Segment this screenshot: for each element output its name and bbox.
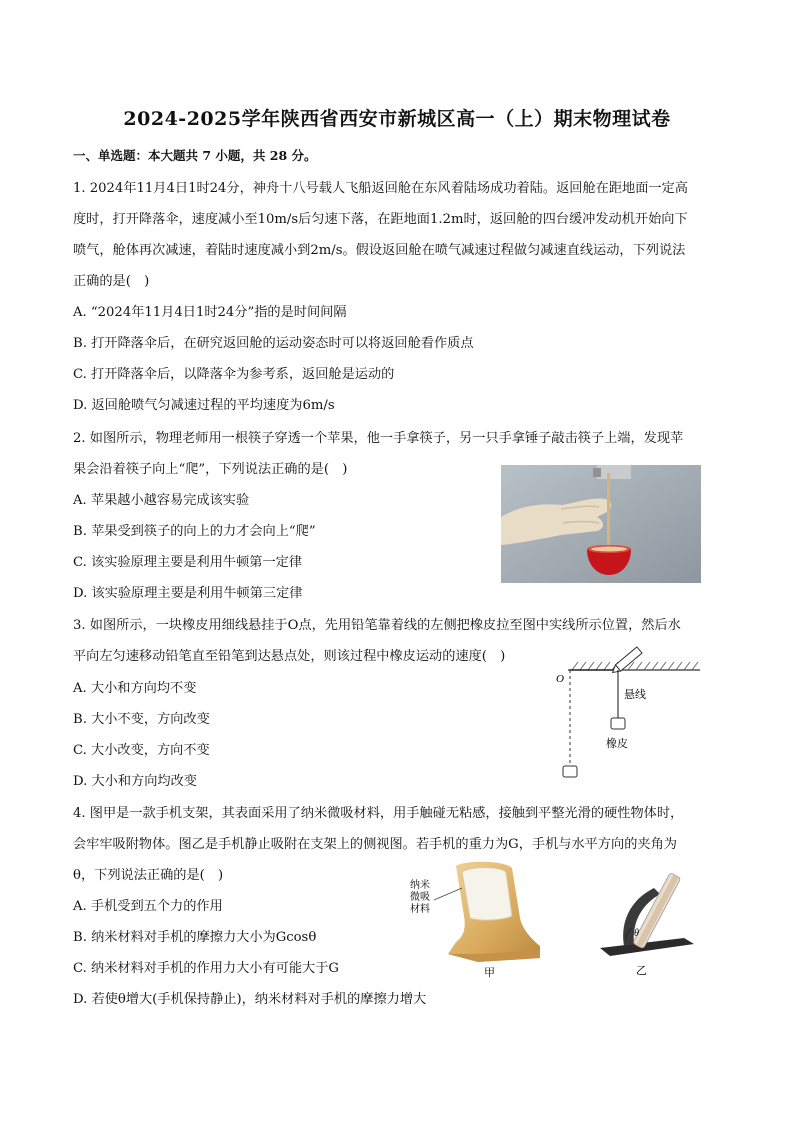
q1-line-3: 喷气，舱体再次减速，着陆时速度减小到2m/s。假设返回舱在喷气减速过程做匀减速直线运动，下列说法 [73, 243, 686, 258]
q2-option-b: B. 苹果受到筷子的向上的力才会向上“爬” [73, 524, 316, 539]
q2-option-c: C. 该实验原理主要是利用牛顿第一定律 [73, 555, 303, 570]
material-label-2: 微吸 [410, 892, 430, 903]
q4-option-a: A. 手机受到五个力的作用 [73, 899, 223, 914]
theta-label: θ [634, 928, 639, 939]
point-o-label: O [556, 673, 564, 685]
q3-option-c: C. 大小改变，方向不变 [73, 743, 210, 758]
q3-line-2: 平向左匀速移动铅笔直至铅笔到达悬点处，则该过程中橡皮运动的速度( ) [73, 649, 506, 664]
figure-jia-label: 甲 [484, 966, 495, 979]
eraser-label: 橡皮 [606, 737, 628, 750]
q1-option-d: D. 返回舱喷气匀减速过程的平均速度为6m/s [73, 398, 335, 413]
q2-option-a: A. 苹果越小越容易完成该实验 [73, 493, 250, 508]
q1-option-c: C. 打开降落伞后，以降落伞为参考系，返回舱是运动的 [73, 367, 395, 382]
q3-line-1: 3. 如图所示，一块橡皮用细线悬挂于O点，先用铅笔靠着线的左侧把橡皮拉至图中实线所示位置，然后水 [73, 618, 681, 633]
q4-line-1: 4. 图甲是一款手机支架，其表面采用了纳米微吸材料，用手触碰无粘感，接触到平整光滑的硬性物体时， [73, 806, 684, 821]
q1-line-1: 1. 2024年11月4日1时24分，神舟十八号载人飞船返回舱在东风着陆场成功着陆。返回舱在距地面一定高 [73, 181, 688, 196]
q4-line-2: 会牢牢吸附物体。图乙是手机静止吸附在支架上的侧视图。若手机的重力为G，手机与水平方向的夹角为 [73, 837, 677, 852]
phone-stand-yi-figure [594, 852, 704, 980]
q1-option-b: B. 打开降落伞后，在研究返回舱的运动姿态时可以将返回舱看作质点 [73, 336, 474, 351]
q4-option-b: B. 纳米材料对手机的摩擦力大小为Gcosθ [73, 930, 317, 945]
q1-option-a: A. “2024年11月4日1时24分”指的是时间间隔 [73, 305, 347, 320]
material-label-3: 材料 [410, 904, 430, 915]
q4-line-3: θ，下列说法正确的是( ) [73, 868, 224, 883]
q4-option-d: D. 若使θ增大(手机保持静止)，纳米材料对手机的摩擦力增大 [73, 992, 427, 1007]
apple-chopstick-photo [501, 465, 701, 583]
q4-option-c: C. 纳米材料对手机的作用力大小有可能大于G [73, 961, 339, 976]
material-label-1: 纳米 [410, 880, 430, 891]
q3-option-a: A. 大小和方向均不变 [73, 681, 197, 696]
string-label: 悬线 [624, 688, 646, 701]
page-title: 2024-2025学年陕西省西安市新城区高一（上）期末物理试卷 [123, 108, 671, 130]
q1-line-4: 正确的是( ) [73, 274, 150, 289]
phone-stand-jia-figure [404, 858, 554, 980]
q3-option-b: B. 大小不变，方向改变 [73, 712, 210, 727]
section-heading: 一、单选题：本大题共 7 小题，共 28 分。 [73, 148, 317, 163]
q2-option-d: D. 该实验原理主要是利用牛顿第三定律 [73, 586, 303, 601]
eraser-pendulum-diagram [548, 640, 708, 780]
q3-option-d: D. 大小和方向均改变 [73, 774, 197, 789]
q1-line-2: 度时，打开降落伞，速度减小至10m/s后匀速下落，在距地面1.2m时，返回舱的四台缓冲发动机开始向下 [73, 212, 688, 227]
q2-line-1: 2. 如图所示，物理老师用一根筷子穿透一个苹果，他一手拿筷子，另一只手拿锤子敲击筷子上端，发现苹 [73, 431, 684, 446]
figure-yi-label: 乙 [636, 964, 647, 977]
q2-line-2: 果会沿着筷子向上“爬”，下列说法正确的是( ) [73, 462, 348, 477]
